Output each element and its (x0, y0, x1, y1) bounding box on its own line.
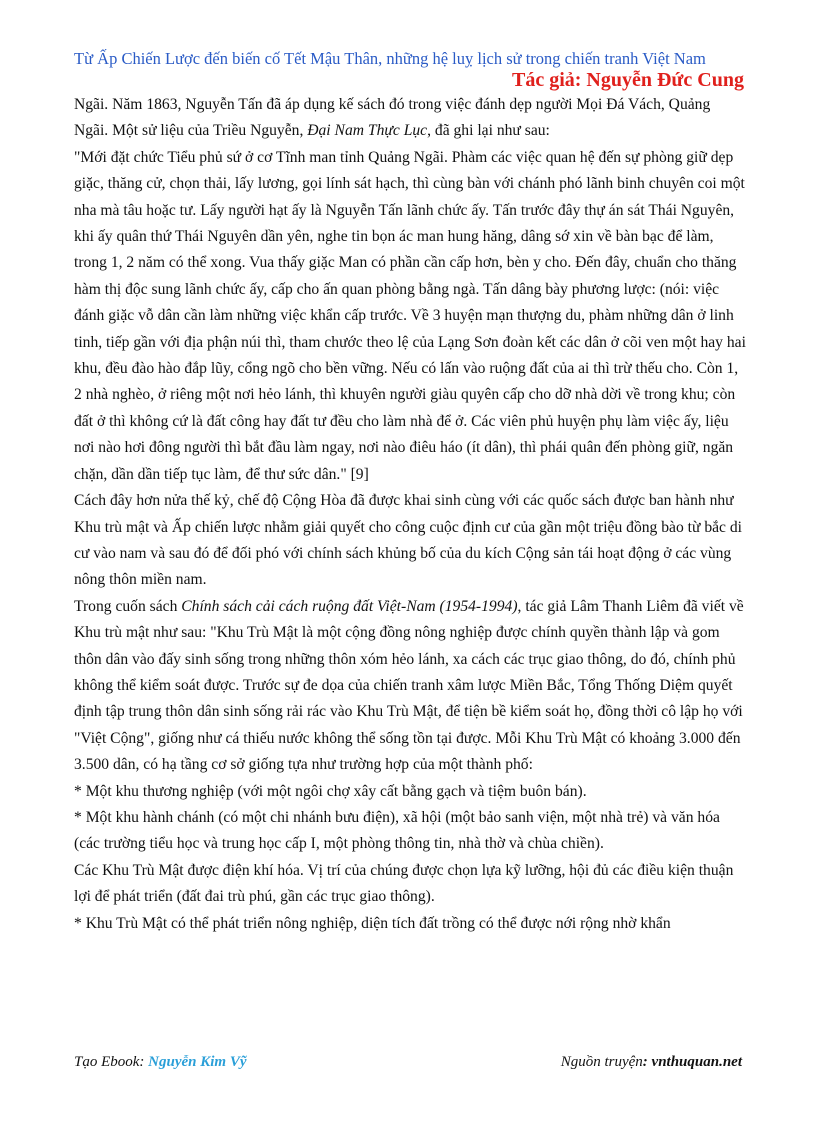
source-credit (561, 1054, 742, 1071)
paragraph (74, 779, 746, 805)
document-body (74, 92, 746, 937)
page-header (74, 48, 744, 91)
text-run: * Một khu thương nghiệp (với một ngôi chợ xây cất bằng gạch và tiệm buôn bán). (74, 782, 587, 800)
text-run: , tác giả Lâm Thanh Liêm đã viết về Khu trù mật như sau: "Khu Trù Mật là một cộng đồng nông nghiệp được chính quyền thành lập và gom thôn dân vào đấy sinh sống trong những thôn xóm hẻo lánh, xa cách các trục giao thông, do đó, chính phủ không thể kiểm soát được. Trước sự đe dọa của chiến tranh xâm lược Miền Bắc, Tổng Thống Diệm quyết định tập trung thôn dân sinh sống rải rác vào Khu Trù Mật, để tiện bề kiểm soát họ, đồng thời cô lập họ với "Việt Cộng", giống như cá thiếu nước không thể sống tồn tại được. Mỗi Khu Trù Mật có khoảng 3.000 đến 3.500 dân, có hạ tầng cơ sở giống tựa như trường hợp của một thành phố: (74, 597, 744, 774)
book-title: Từ Ấp Chiến Lược đến biến cố Tết Mậu Thân, những hệ luỵ lịch sử trong chiến tranh Việt Nam (74, 49, 706, 68)
paragraph (74, 488, 746, 594)
text-run: Cách đây hơn nửa thế kỷ, chế độ Cộng Hòa đã được khai sinh cùng với các quốc sách được ban hành như Khu trù mật và Ấp chiến lược nhằm giải quyết cho công cuộc định cư của gần một triệu đồng bào từ bắc di cư vào nam và sau đó để đối phó với chính sách khủng bố của du kích Cộng sản tái hoạt động ở các vùng nông thôn miền nam. (74, 492, 742, 589)
ebook-credit (74, 1054, 247, 1071)
italic-title: Đại Nam Thực Lục (307, 122, 428, 140)
text-run: "Mới đặt chức Tiểu phủ sứ ở cơ Tĩnh man tỉnh Quảng Ngãi. Phàm các việc quan hệ đến sự phòng giữ dẹp giặc, thăng cử, chọn thải, lấy lương, gọi lính sát hạch, thì cùng bàn với chánh phó lãnh binh chuyên coi một nha mà tâu hoặc tư. Lấy người hạt ấy là Nguyễn Tấn lãnh chức ấy. Tấn trước đây thự án sát Thái Nguyên, khi ấy quân thứ Thái Nguyên dần yên, nghe tin bọn ác man hung hăng, dâng sớ xin về bàn bạc để làm, trong 1, 2 năm có thể xong. Vua thấy giặc Man có phần cần cấp hơn, bèn y cho. Đến đây, chuẩn cho thăng hàm thị độc sung lãnh chức ấy, cấp cho ấn quan phòng bằng ngà. Tấn dâng bày phương lược: (nói: việc đánh giặc vỗ dân cần làm những việc khẩn cấp trước. Về 3 huyện mạn thượng du, phàm những dân ở linh tinh, tiếp gần với địa phận núi thì, tham chước theo lệ của Lạng Sơn đoàn kết các dân ở cõi ven một hay hai khu, đều đào hào đắp lũy, cổng ngõ cho bền vững. Nếu có lấn vào ruộng đất của ai thì trừ thếu cho. Còn 1, 2 nhà nghèo, ở riêng một nơi hẻo lánh, thì khuyên người giàu quyên cấp cho dỡ nhà dời về trong khu; còn đất ở thì không cứ là đất công hay đất tư đều cho làm nhà để ở. Các viên phủ huyện phụ làm việc ấy, liệu nơi nào hơi đông người thì bắt đầu làm ngay, nơi nào điêu háo (ít dân), thì phái quân đến phòng giữ, ngăn chặn, dần dần tiếp tục làm, để thư sức dân." [9] (74, 148, 746, 483)
italic-title: Chính sách cải cách ruộng đất Việt-Nam (1954-1994) (181, 597, 518, 615)
paragraph (74, 911, 746, 937)
paragraph (74, 805, 746, 858)
ebook-author-name: Nguyễn Kim Vỹ (148, 1054, 247, 1070)
text-run: Ngãi. Năm 1863, Nguyễn Tấn đã áp dụng kế sách đó trong việc đánh dẹp người Mọi Đá Vách, Quảng Ngãi. Một sử liệu của Triều Nguyễn, (74, 96, 711, 140)
source-label: Nguồn truyện (560, 1054, 643, 1070)
text-run: , đã ghi lại như sau: (427, 122, 550, 140)
paragraph (74, 858, 746, 911)
ebook-separator: : (139, 1054, 149, 1070)
source-separator: : (642, 1054, 652, 1070)
paragraph (74, 594, 746, 779)
text-run: * Khu Trù Mật có thể phát triển nông nghiệp, diện tích đất trồng có thể được nới rộng nhờ khẩn (74, 914, 671, 932)
ebook-label: Tạo Ebook (74, 1054, 140, 1070)
text-run: Trong cuốn sách (74, 597, 182, 615)
author-line: Tác giả: Nguyễn Đức Cung (511, 69, 744, 91)
paragraph (74, 92, 746, 145)
source-site: vnthuquan.net (651, 1054, 742, 1070)
paragraph (74, 145, 746, 488)
text-run: * Một khu hành chánh (có một chi nhánh bưu điện), xã hội (một bảo sanh viện, một nhà trẻ) và văn hóa (các trường tiểu học và trung học cấp I, một phòng thông tin, nhà thờ và chùa chiền). (74, 808, 720, 853)
text-run: Các Khu Trù Mật được điện khí hóa. Vị trí của chúng được chọn lựa kỹ lưỡng, hội đủ các điều kiện thuận lợi để phát triển (đất đai trù phú, gần các trục giao thông). (74, 861, 734, 906)
